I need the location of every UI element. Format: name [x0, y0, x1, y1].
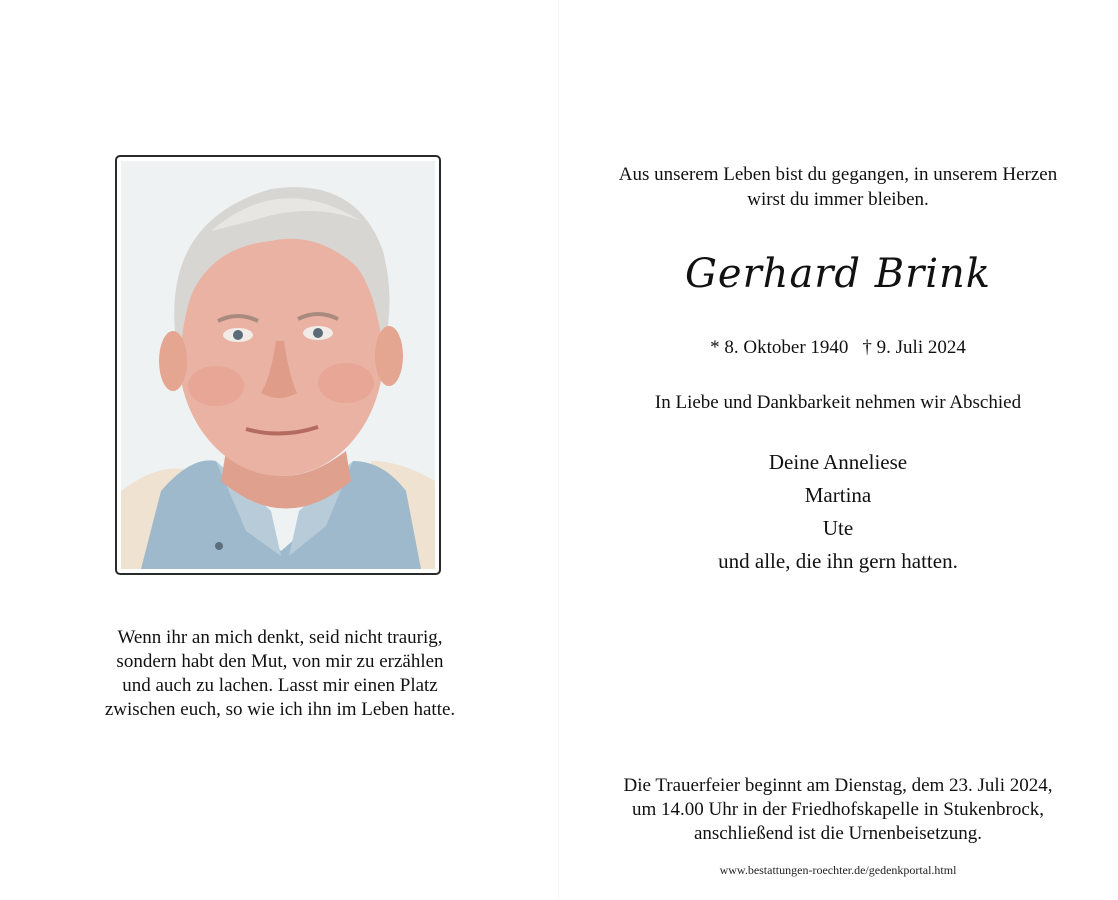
mourner: und alle, die ihn gern hatten.	[718, 549, 958, 573]
farewell-line: In Liebe und Dankbarkeit nehmen wir Abschied	[654, 392, 1022, 413]
funeral-line: anschließend ist die Urnenbeisetzung.	[693, 823, 983, 844]
deceased-name: Gerhard Brink	[684, 251, 992, 297]
memorial-motto	[558, 162, 1118, 212]
birth-date: * 8. Oktober 1940	[710, 337, 849, 358]
poem-line: sondern habt den Mut, von mir zu erzählen	[116, 651, 444, 672]
poem-line: Wenn ihr an mich denkt, seid nicht traurig,	[117, 627, 443, 648]
poem-line: zwischen euch, so wie ich ihn im Leben hatte.	[104, 699, 456, 720]
motto-line: Aus unserem Leben bist du gegangen, in unserem Herzen	[618, 164, 1058, 185]
poem-line: und auch zu lachen. Lasst mir einen Platz	[122, 675, 438, 696]
portrait-image	[121, 161, 435, 569]
mourner: Martina	[804, 483, 872, 507]
memorial-portal-url[interactable]: www.bestattungen-roechter.de/gedenkportal.html	[719, 863, 957, 877]
motto-line: wirst du immer bleiben.	[747, 189, 929, 210]
memorial-poem	[60, 626, 500, 722]
funeral-line: Die Trauerfeier beginnt am Dienstag, dem 23. Juli 2024,	[623, 775, 1053, 796]
mourners-list	[558, 446, 1118, 578]
life-dates	[558, 335, 1118, 360]
funeral-line: um 14.00 Uhr in der Friedhofskapelle in Stukenbrock,	[631, 799, 1045, 820]
mourner: Deine Anneliese	[768, 450, 908, 474]
funeral-notice	[558, 774, 1118, 846]
portrait-photo	[115, 155, 441, 575]
mourner: Ute	[822, 516, 854, 540]
death-date: † 9. Juli 2024	[862, 337, 966, 358]
